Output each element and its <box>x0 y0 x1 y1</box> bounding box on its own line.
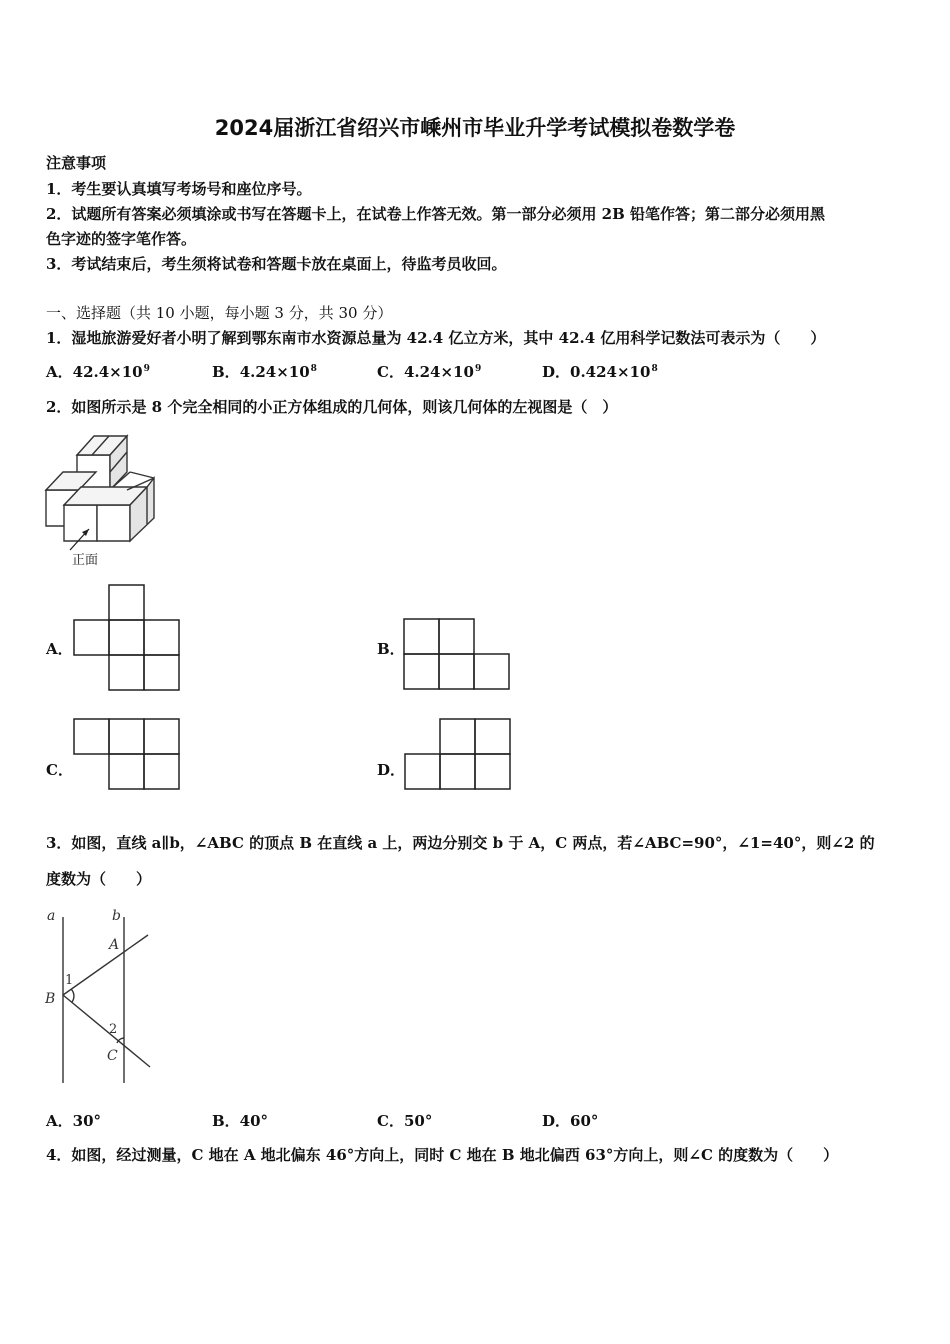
question-3-text-line2: 度数为（ ） <box>46 870 152 888</box>
q3-parallel-lines-figure <box>42 905 157 1087</box>
question-4-text: 4．如图，经过测量，C 地在 A 地北偏东 46°方向上，同时 C 地在 B 地北偏西 63°方向上，则∠C 的度数为（ ） <box>46 1146 839 1164</box>
q2-option-c-label: C． <box>46 761 73 779</box>
q2-option-d-figure <box>403 717 515 793</box>
q2-cube-figure <box>44 430 162 570</box>
question-3-text-line1: 3．如图，直线 a∥b，∠ABC 的顶点 B 在直线 a 上，两边分别交 b 于 A，C 两点，若∠ABC=90°，∠1=40°，则∠2 的 <box>46 834 875 852</box>
page-title: 2024届浙江省绍兴市嵊州市毕业升学考试模拟卷数学卷 <box>214 116 736 140</box>
q2-option-b-label: B． <box>377 640 405 658</box>
q2-option-b-figure <box>402 617 514 693</box>
front-label: 正面 <box>72 553 99 568</box>
q1-option-b: B．$4.24\times 10^8$ <box>212 363 317 381</box>
notice-item: 2．试题所有答案必须填涂或书写在答题卡上，在试卷上作答无效。第一部分必须用 2B 铅笔作答；第二部分必须用黑 <box>46 205 826 223</box>
q3-option-b: B．40° <box>212 1112 269 1130</box>
question-2-text: 2．如图所示是 8 个完全相同的小正方体组成的几何体，则该几何体的左视图是（ ） <box>46 398 618 416</box>
q3-option-d: D．60° <box>542 1112 599 1130</box>
notice-item: 1．考生要认真填写考场号和座位序号。 <box>46 180 312 198</box>
notice-item: 色字迹的签字笔作答。 <box>46 230 197 248</box>
line-b-label: b <box>112 908 121 924</box>
point-a-label: A <box>109 937 120 953</box>
q2-option-a-figure <box>72 583 184 693</box>
angle-2-label: 2 <box>109 1022 118 1037</box>
point-c-label: C <box>107 1048 118 1064</box>
q1-option-d: D．$0.424\times 10^8$ <box>542 363 658 381</box>
angle-1-label: 1 <box>65 973 74 988</box>
q3-option-a: A．30° <box>46 1112 102 1130</box>
q2-option-a-label: A． <box>46 640 73 658</box>
notice-item: 3．考试结束后，考生须将试卷和答题卡放在桌面上，待监考员收回。 <box>46 255 507 273</box>
section-heading: 一、选择题（共 10 小题，每小题 3 分，共 30 分） <box>46 304 393 322</box>
q3-option-c: C．50° <box>377 1112 433 1130</box>
line-a-label: a <box>47 908 56 924</box>
q1-option-c: C．$4.24\times 10^9$ <box>377 363 482 381</box>
notice-heading: 注意事项 <box>46 154 107 172</box>
q2-option-d-label: D． <box>377 761 406 779</box>
q1-option-a: A．$42.4\times 10^9$ <box>46 363 150 381</box>
q2-option-c-figure <box>72 717 184 793</box>
question-1-text: 1．湿地旅游爱好者小明了解到鄂东南市水资源总量为 42.4 亿立方米，其中 42.4 亿用科学记数法可表示为（ ） <box>46 329 826 347</box>
point-b-label: B <box>45 991 56 1007</box>
